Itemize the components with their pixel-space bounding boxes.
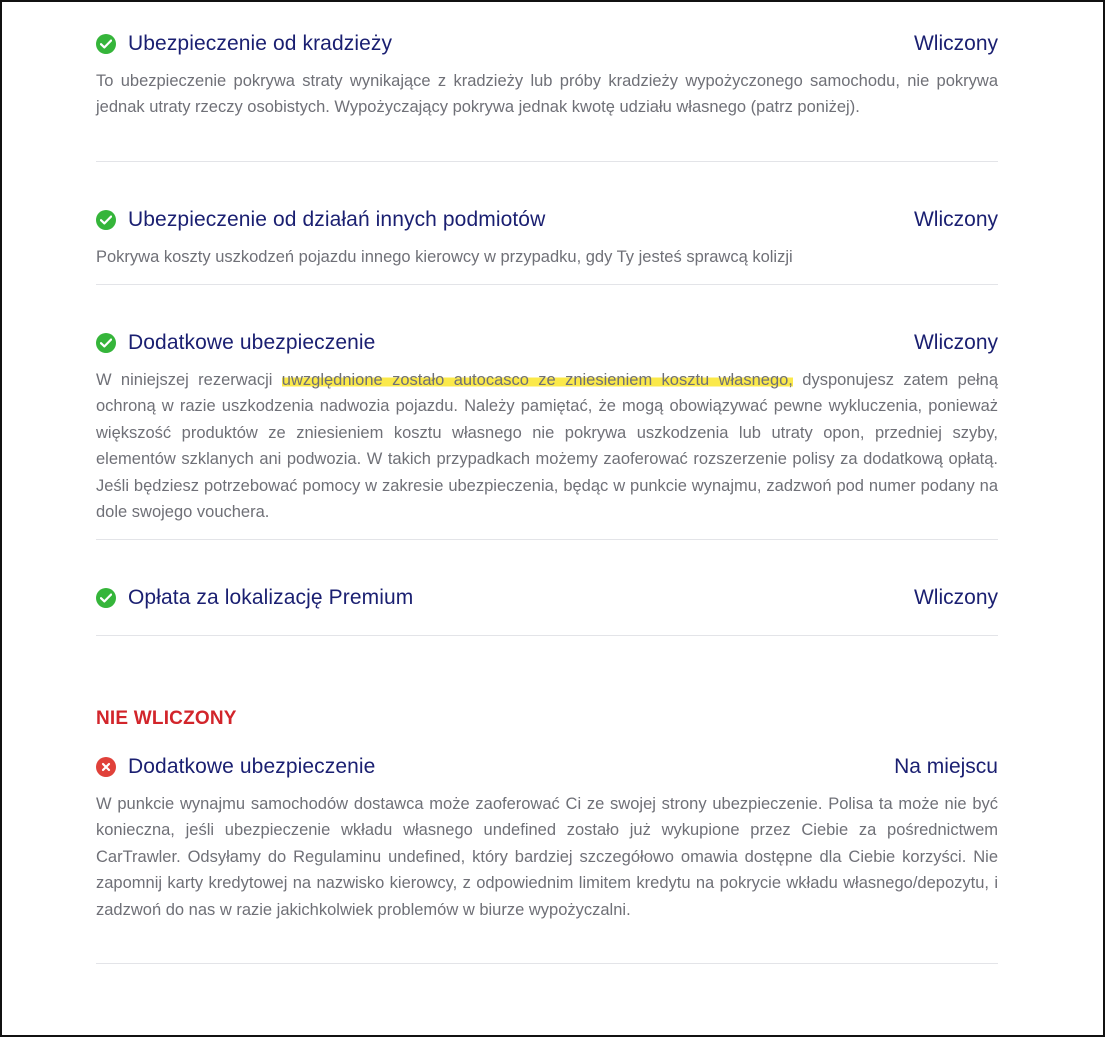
check-circle-icon xyxy=(96,210,116,230)
item-status: Wliczony xyxy=(913,208,998,231)
item-title-wrap xyxy=(96,755,375,779)
not-included-item-additional-insurance xyxy=(96,755,998,964)
item-description: To ubezpieczenie pokrywa straty wynikające z kradzieży lub próby kradzieży wypożyczonego samochodu, nie pokrywa jednak utraty rzeczy osobistych. Wypożyczający pokrywa jednak kwotę udziału własnego (patrz poniżej). xyxy=(96,72,998,117)
item-title: Opłata za lokalizację Premium xyxy=(128,586,414,609)
included-item-theft xyxy=(96,32,998,162)
item-header xyxy=(96,32,998,56)
item-title: Ubezpieczenie od kradzieży xyxy=(128,32,393,55)
item-status: Wliczony xyxy=(913,331,998,354)
included-item-premium-location xyxy=(96,586,998,636)
item-header xyxy=(96,755,998,779)
item-header xyxy=(96,586,998,610)
included-item-third-party xyxy=(96,208,998,285)
item-description: W punkcie wynajmu samochodów dostawca może zaoferować Ci ze swojej strony ubezpieczenie. Polisa ta może nie być konieczna, jeśli ubezpieczenie wkładu własnego undefined zostało już wykupione przez Ciebie za pośrednictwem CarTrawler. Odsyłamy do Regulaminu undefined, który bardziej szczegółowo omawia dostępne dla Ciebie korzyści. Nie zapomnij karty kredytowej na nazwisko kierowcy, z odpowiednim limitem kredytu na pokrycie wkładu własnego/depozytu, i zadzwoń do nas w razie jakichkolwiek problemów w biurze wypożyczalni. xyxy=(96,795,998,919)
item-title-wrap xyxy=(96,331,375,355)
item-title: Dodatkowe ubezpieczenie xyxy=(128,755,376,778)
check-circle-icon xyxy=(96,34,116,54)
item-title-wrap xyxy=(96,208,545,232)
item-title: Ubezpieczenie od działań innych podmiotów xyxy=(128,208,546,231)
x-circle-icon xyxy=(96,757,116,777)
item-description: Pokrywa koszty uszkodzeń pojazdu innego kierowcy w przypadku, gdy Ty jesteś sprawcą kolizji xyxy=(96,248,793,266)
highlighted-text: uwzględnione zostało autocasco ze zniesieniem kosztu własnego, xyxy=(281,371,793,389)
item-title: Dodatkowe ubezpieczenie xyxy=(128,331,376,354)
description-text: W niniejszej rezerwacji xyxy=(96,371,282,389)
item-status: Wliczony xyxy=(913,586,998,609)
item-title-wrap xyxy=(96,32,392,56)
item-status: Na miejscu xyxy=(894,755,998,778)
description-text: dysponujesz zatem pełną ochroną w razie uszkodzenia nadwozia pojazdu. Należy pamiętać, że mogą obowiązywać pewne wykluczenia, ponieważ większość produktów ze zniesieniem kosztu własnego nie pokrywa uszkodzenia lub utraty opon, przedniej szyby, elementów szklanych ani podwozia. W takich przypadkach możemy zaoferować rozszerzenie polisy za dodatkową opłatą. Jeśli będziesz potrzebować pomocy w zakresie ubezpieczenia, będąc w punkcie wynajmu, zadzwoń pod numer podany na dole swojego vouchera. xyxy=(96,371,999,522)
check-circle-icon xyxy=(96,333,116,353)
item-header xyxy=(96,208,998,232)
not-included-heading: NIE WLICZONY xyxy=(96,708,237,729)
item-title-wrap xyxy=(96,586,413,610)
check-circle-icon xyxy=(96,588,116,608)
included-item-additional-insurance xyxy=(96,331,998,540)
item-header xyxy=(96,331,998,355)
item-description xyxy=(96,367,998,525)
item-status: Wliczony xyxy=(913,32,998,55)
